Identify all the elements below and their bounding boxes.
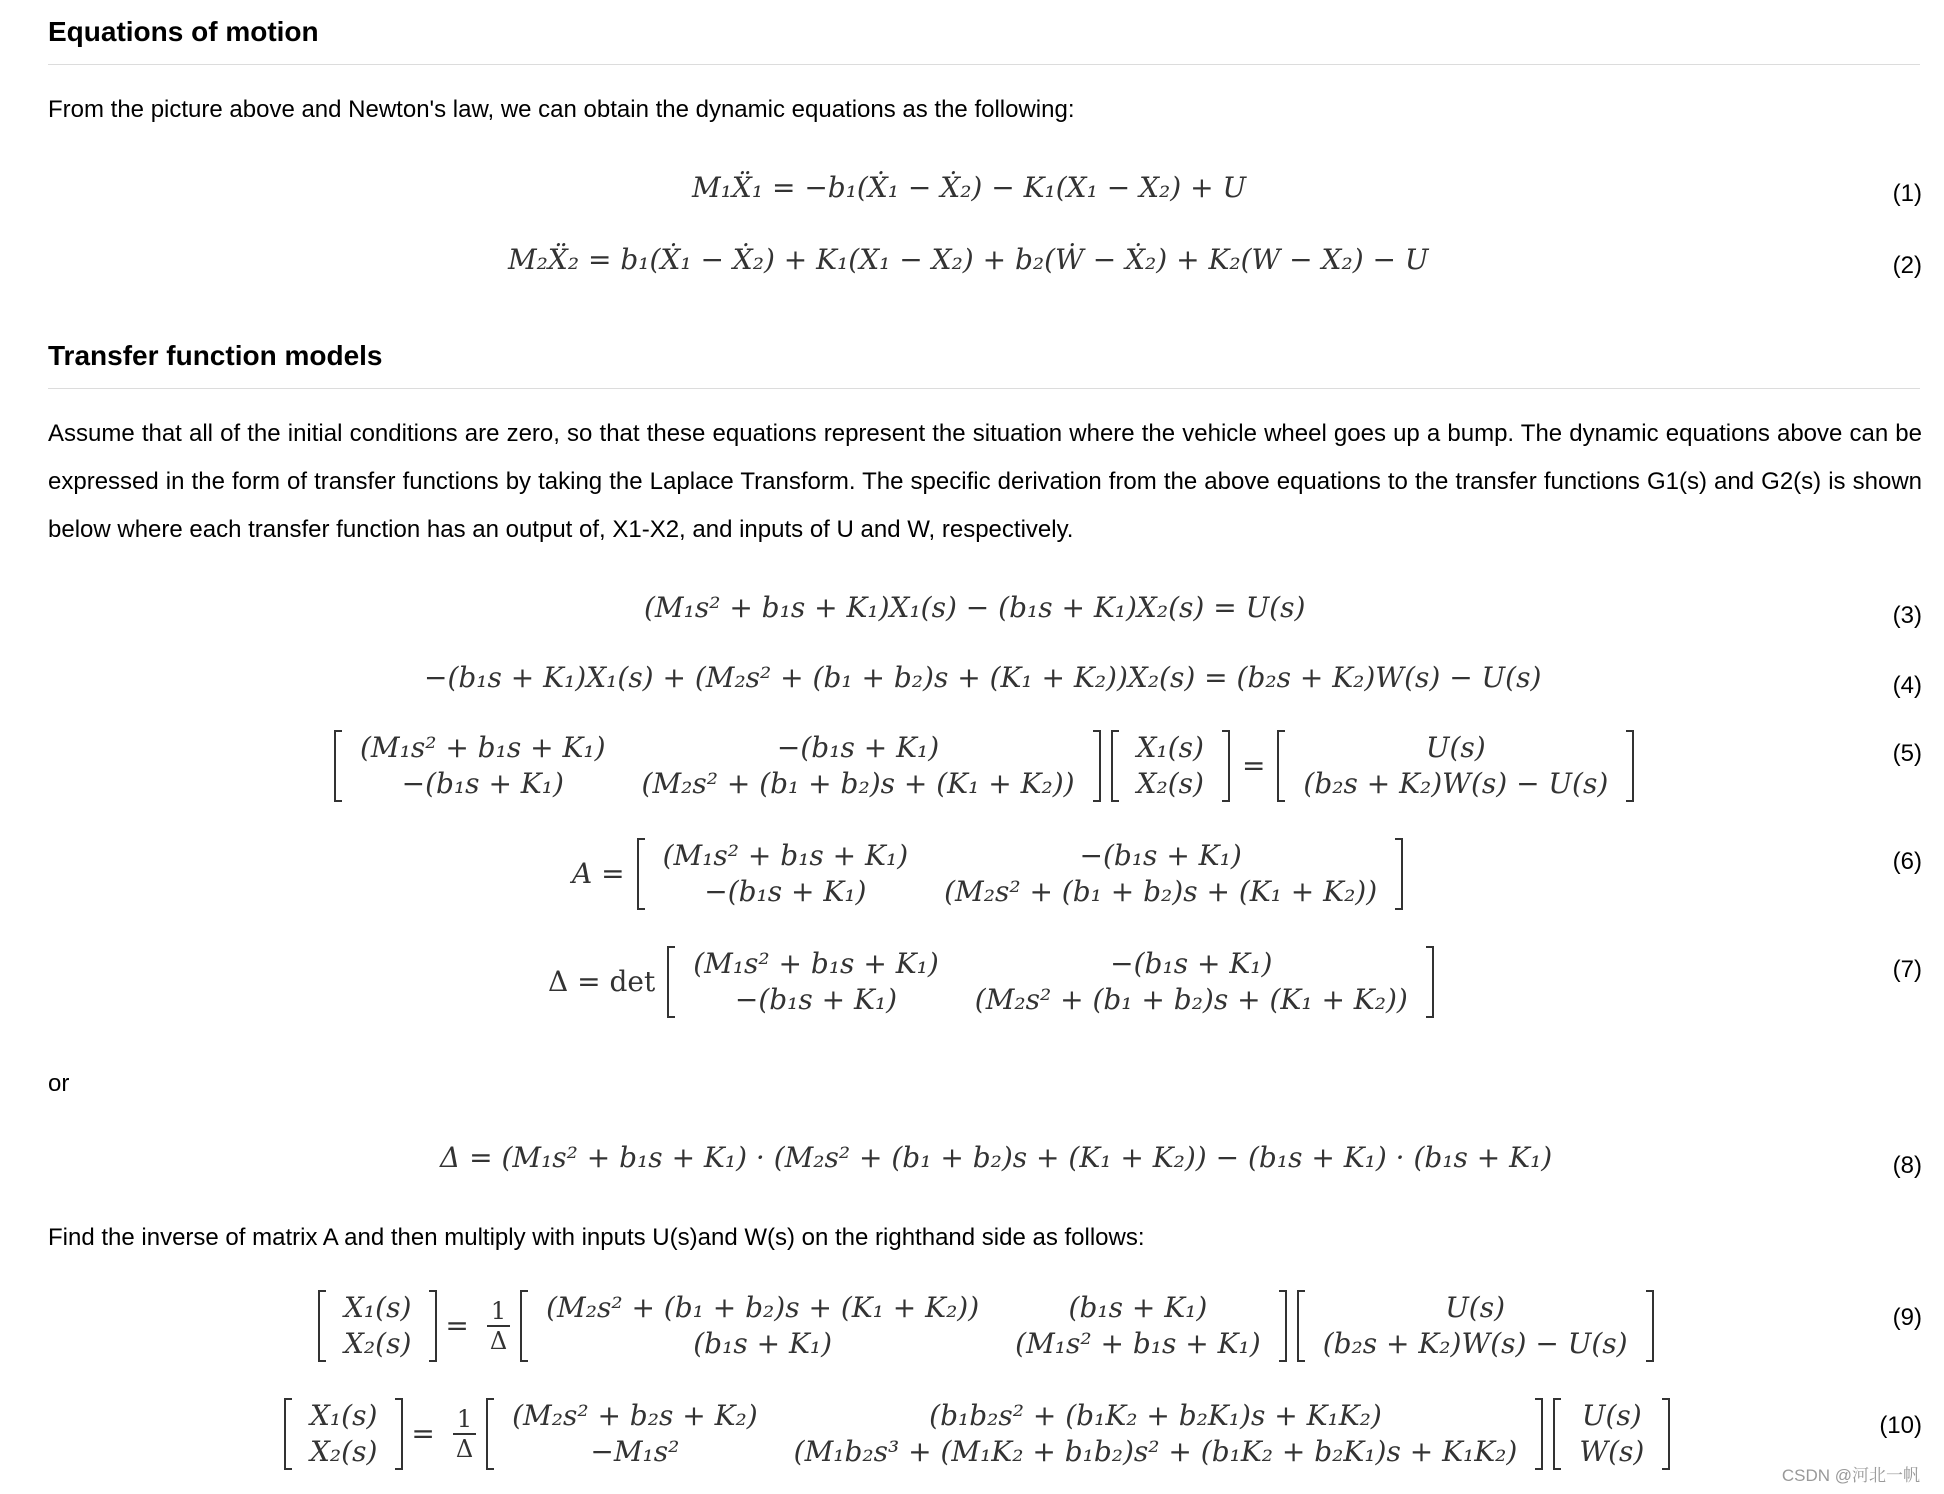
matrix-cell: −(b₁s + K₁) <box>704 875 867 908</box>
matrix-a <box>675 946 1426 1018</box>
bracket-left <box>667 946 675 1018</box>
bracket-left <box>334 730 342 802</box>
bracket-right <box>1222 730 1230 802</box>
vector-cell: X₁(s) <box>310 1399 378 1432</box>
equation-6 <box>572 838 1403 910</box>
matrix-cell: (b₁b₂s² + (b₁K₂ + b₂K₁)s + K₁K₂) <box>929 1399 1382 1432</box>
section-heading-motion: Equations of motion <box>48 16 319 47</box>
vector-cell: X₂(s) <box>1136 767 1204 800</box>
paragraph-assumptions: Assume that all of the initial conditions are zero, so that these equations represent the situation where the vehicle wheel goes up a bump. The dynamic equations above can be expressed in the form of transfer functions by taking the Laplace Transform. The specific derivation from the above equations to the transfer functions G1(s) and G2(s) is shown below where each transfer function has an output of, X1-X2, and inputs of U and W, respectively. <box>48 420 1922 543</box>
matrix-cell: −(b₁s + K₁) <box>734 983 898 1016</box>
matrix-cell: (M₁b₂s³ + (M₁K₂ + b₁b₂)s² + (b₁K₂ + b₂K₁)s + K₁K₂) <box>793 1435 1518 1468</box>
equation-4: −(b₁s + K₁)X₁(s) + (M₂s² + (b₁ + b₂)s + (K₁ + K₂))X₂(s) = (b₂s + K₂)W(s) − U(s) <box>424 661 1542 694</box>
vector-cell: U(s) <box>1425 731 1486 764</box>
vector-cell: (b₂s + K₂)W(s) − U(s) <box>1303 767 1609 800</box>
matrix-a <box>342 730 1093 802</box>
matrix-cell: −(b₁s + K₁) <box>1079 839 1242 872</box>
bracket-left <box>486 1398 494 1470</box>
equals-sign: = <box>445 1309 469 1342</box>
matrix-cell: (M₂s² + (b₁ + b₂)s + (K₁ + K₂)) <box>944 875 1378 908</box>
equation-number-9: (9) <box>1892 1304 1922 1331</box>
matrix-cell: (M₁s² + b₁s + K₁) <box>693 947 939 980</box>
equation-9 <box>318 1290 1654 1362</box>
equals-sign: = <box>411 1417 435 1450</box>
vector-rhs <box>1561 1398 1662 1470</box>
matrix-cell: −(b₁s + K₁) <box>401 767 564 800</box>
vector-cell: U(s) <box>1445 1291 1506 1324</box>
vector-cell: X₁(s) <box>344 1291 412 1324</box>
bracket-right <box>429 1290 437 1362</box>
equation-2: M₂Ẍ₂ = b₁(Ẋ₁ − Ẋ₂) + K₁(X₁ − X₂) + b₂(Ẇ − Ẋ₂) + K₂(W − X₂) − U <box>508 243 1429 276</box>
vector-cell: U(s) <box>1581 1399 1642 1432</box>
bracket-left <box>1553 1398 1561 1470</box>
equation-number-3: (3) <box>1892 602 1922 629</box>
equation-3: (M₁s² + b₁s + K₁)X₁(s) − (b₁s + K₁)X₂(s) = U(s) <box>644 591 1306 624</box>
equation-1: M₁Ẍ₁ = −b₁(Ẋ₁ − Ẋ₂) − K₁(X₁ − X₂) + U <box>692 171 1247 204</box>
fraction-numerator: 1 <box>453 1405 476 1435</box>
vector-cell: X₂(s) <box>310 1435 378 1468</box>
bracket-right <box>1646 1290 1654 1362</box>
vector-rhs <box>1305 1290 1646 1362</box>
equation-10 <box>284 1398 1670 1470</box>
matrix-cell: (M₁s² + b₁s + K₁) <box>662 839 909 872</box>
equation-number-5: (5) <box>1892 740 1922 767</box>
equation-5 <box>334 730 1634 802</box>
equation-number-10: (10) <box>1879 1412 1922 1439</box>
bracket-left <box>637 838 645 910</box>
vector-x <box>292 1398 395 1470</box>
determinant-label: Δ = det <box>548 965 656 998</box>
matrix-cell: (b₁s + K₁) <box>1068 1291 1208 1324</box>
equation-number-6: (6) <box>1892 848 1922 875</box>
equation-number-4: (4) <box>1892 672 1922 699</box>
vector-cell: X₂(s) <box>344 1327 412 1360</box>
bracket-left <box>284 1398 292 1470</box>
fraction-one-over-delta <box>453 1405 476 1463</box>
bracket-left <box>1297 1290 1305 1362</box>
bracket-right <box>1535 1398 1543 1470</box>
vector-x <box>1119 730 1222 802</box>
matrix-cell: (M₁s² + b₁s + K₁) <box>360 731 606 764</box>
matrix-cell: (M₂s² + (b₁ + b₂)s + (K₁ + K₂)) <box>641 767 1075 800</box>
matrix-cell: (M₁s² + b₁s + K₁) <box>1015 1327 1261 1360</box>
vector-cell: W(s) <box>1579 1435 1645 1468</box>
equation-number-8: (8) <box>1892 1152 1922 1179</box>
bracket-right <box>1426 946 1434 1018</box>
paragraph-or: or <box>48 1070 70 1097</box>
bracket-left <box>1111 730 1119 802</box>
matrix-cell: (M₂s² + b₂s + K₂) <box>512 1399 758 1432</box>
equation-number-1: (1) <box>1892 180 1922 207</box>
vector-cell: (b₂s + K₂)W(s) − U(s) <box>1322 1327 1628 1360</box>
matrix-cell: (M₂s² + (b₁ + b₂)s + (K₁ + K₂)) <box>546 1291 980 1324</box>
matrix-inverse <box>494 1398 1535 1470</box>
equation-8: Δ = (M₁s² + b₁s + K₁) · (M₂s² + (b₁ + b₂)s + (K₁ + K₂)) − (b₁s + K₁) · (b₁s + K₁) <box>440 1141 1553 1174</box>
bracket-right <box>1626 730 1634 802</box>
matrix-inverse <box>528 1290 1279 1362</box>
paragraph-inverse: Find the inverse of matrix A and then multiply with inputs U(s)and W(s) on the righthand side as follows: <box>48 1224 1145 1251</box>
section-divider <box>48 64 1920 65</box>
bracket-right <box>395 1398 403 1470</box>
equation-number-7: (7) <box>1892 956 1922 983</box>
bracket-left <box>1277 730 1285 802</box>
matrix-cell: (M₂s² + (b₁ + b₂)s + (K₁ + K₂)) <box>974 983 1408 1016</box>
bracket-right <box>1395 838 1403 910</box>
fraction-denominator: Δ <box>455 1435 474 1463</box>
equation-7 <box>548 946 1434 1018</box>
matrix-a <box>645 838 1396 910</box>
equals-sign: = <box>1241 749 1266 782</box>
bracket-right <box>1093 730 1101 802</box>
section-heading-transfer-function: Transfer function models <box>48 340 383 371</box>
matrix-cell: −(b₁s + K₁) <box>1110 947 1273 980</box>
matrix-cell: −M₁s² <box>590 1435 680 1468</box>
vector-rhs <box>1285 730 1626 802</box>
bracket-right <box>1662 1398 1670 1470</box>
matrix-cell: −(b₁s + K₁) <box>776 731 940 764</box>
paragraph-intro: From the picture above and Newton's law, we can obtain the dynamic equations as the following: <box>48 96 1075 123</box>
bracket-right <box>1279 1290 1287 1362</box>
section-divider <box>48 388 1920 389</box>
vector-x <box>326 1290 429 1362</box>
matrix-cell: (b₁s + K₁) <box>693 1327 833 1360</box>
bracket-left <box>318 1290 326 1362</box>
matrix-label: A = <box>572 857 625 890</box>
equation-number-2: (2) <box>1892 252 1922 279</box>
bracket-left <box>520 1290 528 1362</box>
watermark: CSDN @河北一帆 <box>1781 1466 1920 1485</box>
fraction-one-over-delta <box>487 1297 510 1355</box>
vector-cell: X₁(s) <box>1136 731 1204 764</box>
fraction-numerator: 1 <box>487 1297 510 1327</box>
fraction-denominator: Δ <box>489 1327 508 1355</box>
